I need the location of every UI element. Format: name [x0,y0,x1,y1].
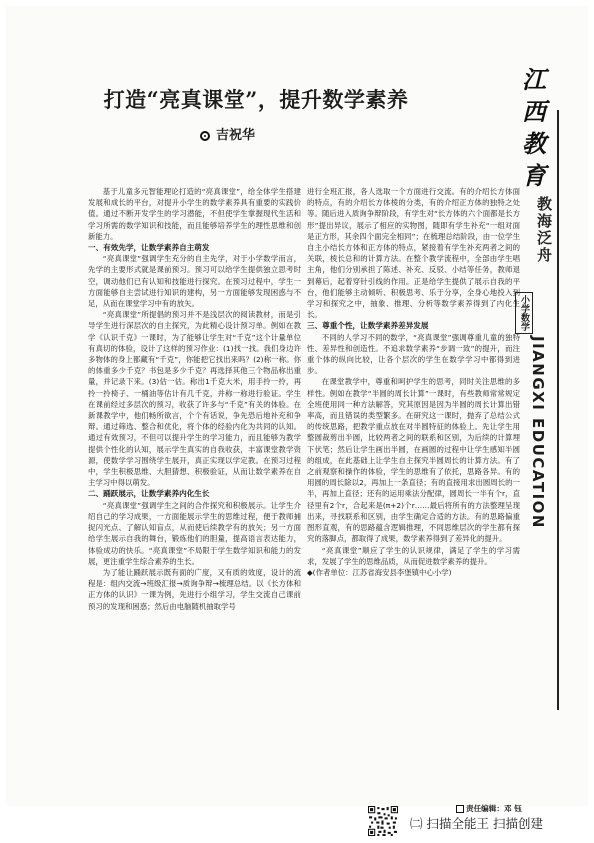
section-heading: 一、有效先学，让数学素养自主萌发 [88,243,210,253]
body-paragraph: “亮真课堂”所提倡的预习并不是浅层次的阅读教材，而是引导学生进行深层次的自主探究，为此精心设计预习单。例如在教学《认识千克》一课时，为了能够让学生对“千克”这个计量单位有真切的体验，设计了这样的预习作业：(1)找一找。我们身边许多物体的身上都藏有“千克”，你能把它找出来吗？(2)称一称。你的体重多少千克？书包是多少千克？再选择其他三个物品称出重量，并记录下来。(3)估一估。称出1千克大米，用手拎一拎，再拎一拎椅子、一桶油等估计有几千克，并称一称进行验证。学生在课前经过多层次的预习，收获了许多与“千克”有关的体验。在新课教学中，他们畅所欲言，个个有话说，争先恐后地补充和争辩。通过筛选、整合和优化，将个体的经验内化为共同的认知。通过有效预习，不但可以提升学生的学习能力，而且能够为教学提供个性化的认知，展示学生真实的自我收获，丰富课堂教学资源，使数学学习围绕学生展开，真正实现以学定教。在预习过程中，学生积极思维、大胆猜想、积极验证，从而让数学素养在自主学习中得以萌发。 [88,310,301,488]
section-heading: 三、尊重个性，让数学素养差异发展 [307,321,429,331]
masthead-english-title: JIANGXI EDUCATION [529,336,547,529]
body-paragraph: “亮真课堂”顺应了学生的认识规律，满足了学生的学习需求，发展了学生的思维品质，从而促进数学素养的提升。 [307,545,520,566]
author-affiliation: ◆(作者单位：江苏省海安县李堡镇中心小学) [307,567,452,577]
body-paragraph: 进行全班汇报，各人选取一个方面进行交流。有的介绍长方体面的特点，有的介绍长方体棱的分类，有的介绍正方体的独特之处等。随后进入质询争辩阶段，有学生对“长方体的六个面都是长方形”提出异议，展示了相应的实物图，随即有学生补充“一组对面是正方形，其余四个面完全相同”；在梳理总结阶段，由一位学生自主小结长方体和正方体的特点，紧接着有学生补充两者之间的关联，棱长总和的计算方法。在整个教学流程中，全部由学生唱主角，他们分别承担了陈述、补充、反驳、小结等任务，教师退到幕后，起着穿针引线的作用。正是给学生提供了展示自我的平台，他们能够主动倾听、积极思考、乐于分享，全身心地投入到学习和探究之中，抽象、推理、分析等数学素养得到了内化生长。 [307,187,520,320]
cs-logo-icon: ㈡ [410,816,423,831]
author-bullet-icon [200,131,210,141]
masthead-logo: 江西教育 [522,65,546,190]
magazine-masthead [511,60,593,720]
author-byline [200,124,320,143]
body-paragraph: 不同的人学习不同的数学，“亮真课堂”强调尊重儿童的独特性、差异性和创造性。不追求数学素养“步调一致”的提升，而注重个体的纵向比较，让各个层次的学生在数学学习中都得到进步。 [307,332,520,376]
body-paragraph: 在课堂教学中，尊重和呵护学生的思考，同时关注思维的多样性。例如在教学“半圆的周长计算”一课时，有些教师常常规定全班使用同一种方法解答，究其原因是因为半圆的周长计算出错率高，而且错误的类型繁多。在研究这一课时，抛弃了总结公式的传统思路，把教学重点放在对半圆特征的体验上。先让学生用整圆裁剪出半圆，比较两者之间的联系和区别，为后续的计算埋下伏笔；然后让学生画出半圆，在画圆的过程中让学生感知半圆的组成，在此基础上让学生自主探究半圆周长的计算方法。有了之前观察和操作的体验，学生的思维有了依托，思路各异。有的用圆的周长除以2，再加上一条直径；有的直接用求出圆周长的一半，再加上直径；还有的运用乘法分配律，圆周长一半有个r，直径里有2个r，合起来是(π+2)个r……最后将所有的方法整理呈现出来，寻找联系和区别，由学生确定合适的方法。有的思路偏重图形直观，有的思路蕴含逻辑推理，不同思维层次的学生都有探究的落脚点，都取得了成果，数学素养得到了差异化的提升。 [307,377,520,544]
editor-name: 责任编辑：邓 钰 [466,804,522,813]
scanner-watermark [366,806,586,838]
scanner-caption [410,814,543,832]
article-title: 打造“亮真课堂”，提升数学素养 [103,87,409,112]
author-name: 吉祝华 [216,128,256,143]
body-paragraph: “亮真课堂”强调学生充分的自主先学，对于小学数学而言，先学的主要形式就是课前预习。预习可以给学生提供独立思考时空，调动他们已有认知和技能进行探究。在预习过程中，学生一方面能够自主尝试进行知识的建构，另一方面能够发现困惑与不足，从而在课堂学习中有的放矢。 [88,254,301,309]
scanner-caption-text: 扫描全能王 扫描创建 [426,816,543,831]
masthead-section-label: 教海泛舟 [535,196,553,264]
article-column-left [88,186,301,612]
body-paragraph: 为了能让踊跃展示既有面的广度，又有质的效度，设计的流程是：组内交流→班级汇报→质询争辩→梳理总结。以《长方体和正方体的认识》一课为例，先进行小组学习，学生交流自己课前预习的发现和困惑；然后由电脑随机抽取学号 [88,567,301,611]
body-paragraph: 基于儿童多元智能理论打造的“亮真课堂”，给全体学生搭建发展和成长的平台，对提升小学生的数学素养具有重要的实践价值。通过不断开发学生的学习潜能，不但使学生掌握现代生活和学习所需的数学知识和技能，而且能够培养学生的理性思维和创新能力。 [88,187,301,241]
section-heading: 二、踊跃展示，让数学素养内化生长 [88,489,210,499]
qr-code-icon [368,806,398,836]
body-paragraph: “亮真课堂”强调学生之间的合作探究和积极展示。让学生介绍自己的学习成果，一方面能展示学生的思维过程，便于教师捕捉闪光点、了解认知盲点，从而使后续教学有的放矢；另一方面给学生展示自我的舞台，锻炼他们的胆量，提高语言表达能力，体验成功的快乐。“亮真课堂”不局限于学生数学知识和能力的发展，更注重学生综合素养的生长。 [88,500,301,566]
masthead-column-tag: 小学数学 [515,292,533,334]
masthead-section-title [511,196,555,264]
masthead-divider [557,110,559,710]
article-column-right [307,186,520,578]
